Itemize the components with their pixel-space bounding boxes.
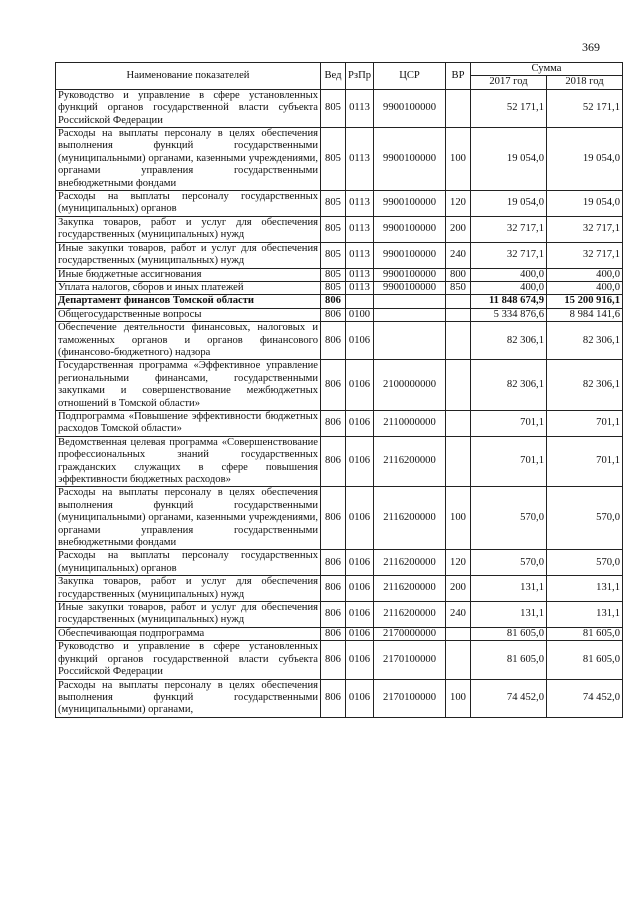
cell-sum-2017: 19 054,0 bbox=[471, 191, 547, 217]
cell-sum-2018: 32 717,1 bbox=[547, 216, 623, 242]
table-row bbox=[56, 242, 623, 268]
cell-ved: 805 bbox=[321, 216, 346, 242]
cell-sum-2018: 19 054,0 bbox=[547, 191, 623, 217]
cell-ved: 805 bbox=[321, 268, 346, 281]
cell-vr bbox=[446, 641, 471, 679]
table-row bbox=[56, 308, 623, 321]
cell-ved: 806 bbox=[321, 308, 346, 321]
cell-csr: 2100000000 bbox=[374, 360, 446, 411]
cell-rzpr: 0106 bbox=[346, 641, 374, 679]
cell-sum-2017: 701,1 bbox=[471, 410, 547, 436]
cell-sum-2017: 701,1 bbox=[471, 436, 547, 487]
cell-csr bbox=[374, 295, 446, 308]
cell-sum-2017: 570,0 bbox=[471, 487, 547, 550]
table-row bbox=[56, 410, 623, 436]
cell-rzpr: 0106 bbox=[346, 602, 374, 628]
cell-rzpr: 0106 bbox=[346, 627, 374, 640]
cell-csr: 2116200000 bbox=[374, 487, 446, 550]
cell-vr: 800 bbox=[446, 268, 471, 281]
cell-csr: 2116200000 bbox=[374, 436, 446, 487]
header-2018: 2018 год bbox=[547, 76, 623, 89]
cell-name: Подпрограмма «Повышение эффективности бюджетных расходов Томской области» bbox=[56, 410, 321, 436]
cell-vr bbox=[446, 295, 471, 308]
cell-name: Департамент финансов Томской области bbox=[56, 295, 321, 308]
cell-ved: 806 bbox=[321, 641, 346, 679]
cell-csr: 9900100000 bbox=[374, 89, 446, 127]
cell-name: Расходы на выплаты персоналу в целях обеспечения выполнения функций государственными (муниципальными) органами, казенными учреждениями, органами управления государственными внебюджетными фондами bbox=[56, 128, 321, 191]
cell-name: Общегосударственные вопросы bbox=[56, 308, 321, 321]
cell-sum-2018: 701,1 bbox=[547, 436, 623, 487]
table-row bbox=[56, 550, 623, 576]
cell-sum-2017: 81 605,0 bbox=[471, 641, 547, 679]
cell-rzpr: 0106 bbox=[346, 436, 374, 487]
budget-table bbox=[55, 62, 623, 718]
cell-csr: 2110000000 bbox=[374, 410, 446, 436]
cell-ved: 806 bbox=[321, 295, 346, 308]
table-row bbox=[56, 281, 623, 294]
cell-csr: 9900100000 bbox=[374, 242, 446, 268]
cell-csr: 9900100000 bbox=[374, 128, 446, 191]
cell-csr: 2116200000 bbox=[374, 576, 446, 602]
cell-sum-2018: 400,0 bbox=[547, 268, 623, 281]
cell-ved: 805 bbox=[321, 89, 346, 127]
cell-rzpr: 0113 bbox=[346, 216, 374, 242]
cell-rzpr: 0113 bbox=[346, 268, 374, 281]
table-row bbox=[56, 322, 623, 360]
cell-sum-2017: 5 334 876,6 bbox=[471, 308, 547, 321]
cell-csr: 2116200000 bbox=[374, 550, 446, 576]
cell-sum-2017: 11 848 674,9 bbox=[471, 295, 547, 308]
cell-sum-2018: 8 984 141,6 bbox=[547, 308, 623, 321]
table-row bbox=[56, 216, 623, 242]
cell-rzpr: 0106 bbox=[346, 410, 374, 436]
cell-rzpr: 0106 bbox=[346, 550, 374, 576]
cell-rzpr: 0106 bbox=[346, 487, 374, 550]
cell-sum-2017: 81 605,0 bbox=[471, 627, 547, 640]
cell-vr: 240 bbox=[446, 602, 471, 628]
cell-vr: 850 bbox=[446, 281, 471, 294]
cell-ved: 805 bbox=[321, 191, 346, 217]
header-vr: ВР bbox=[446, 63, 471, 90]
cell-sum-2018: 32 717,1 bbox=[547, 242, 623, 268]
cell-vr bbox=[446, 436, 471, 487]
cell-sum-2017: 131,1 bbox=[471, 602, 547, 628]
cell-sum-2017: 19 054,0 bbox=[471, 128, 547, 191]
cell-name: Обеспечение деятельности финансовых, налоговых и таможенных органов и органов финансового (финансово-бюджетного) надзора bbox=[56, 322, 321, 360]
cell-name: Расходы на выплаты персоналу государственных (муниципальных) органов bbox=[56, 550, 321, 576]
table-row bbox=[56, 602, 623, 628]
cell-vr bbox=[446, 360, 471, 411]
cell-rzpr: 0100 bbox=[346, 308, 374, 321]
cell-rzpr: 0113 bbox=[346, 89, 374, 127]
table-row bbox=[56, 641, 623, 679]
cell-vr: 120 bbox=[446, 191, 471, 217]
table-row bbox=[56, 268, 623, 281]
cell-rzpr: 0113 bbox=[346, 191, 374, 217]
cell-vr bbox=[446, 308, 471, 321]
cell-sum-2018: 81 605,0 bbox=[547, 627, 623, 640]
cell-rzpr: 0113 bbox=[346, 128, 374, 191]
cell-csr: 9900100000 bbox=[374, 268, 446, 281]
cell-sum-2017: 74 452,0 bbox=[471, 679, 547, 717]
table-row bbox=[56, 128, 623, 191]
cell-sum-2017: 570,0 bbox=[471, 550, 547, 576]
page-number: 369 bbox=[582, 40, 600, 54]
cell-csr: 2170000000 bbox=[374, 627, 446, 640]
cell-rzpr bbox=[346, 295, 374, 308]
table-body bbox=[56, 89, 623, 717]
cell-vr: 200 bbox=[446, 576, 471, 602]
cell-vr: 100 bbox=[446, 128, 471, 191]
cell-vr bbox=[446, 89, 471, 127]
cell-vr: 200 bbox=[446, 216, 471, 242]
cell-vr bbox=[446, 410, 471, 436]
cell-sum-2017: 32 717,1 bbox=[471, 216, 547, 242]
cell-name: Расходы на выплаты персоналу в целях обеспечения выполнения функций государственными (муниципальными) органами, bbox=[56, 679, 321, 717]
table-row bbox=[56, 436, 623, 487]
cell-rzpr: 0106 bbox=[346, 360, 374, 411]
cell-ved: 806 bbox=[321, 602, 346, 628]
cell-sum-2018: 82 306,1 bbox=[547, 360, 623, 411]
cell-csr: 2116200000 bbox=[374, 602, 446, 628]
cell-csr: 2170100000 bbox=[374, 679, 446, 717]
cell-ved: 805 bbox=[321, 281, 346, 294]
cell-sum-2018: 52 171,1 bbox=[547, 89, 623, 127]
cell-csr bbox=[374, 308, 446, 321]
cell-csr: 2170100000 bbox=[374, 641, 446, 679]
cell-ved: 805 bbox=[321, 128, 346, 191]
cell-vr bbox=[446, 627, 471, 640]
cell-ved: 806 bbox=[321, 627, 346, 640]
cell-csr: 9900100000 bbox=[374, 281, 446, 294]
cell-name: Расходы на выплаты персоналу в целях обеспечения выполнения функций государственными (муниципальными) органами, казенными учреждениями, органами управления государственными внебюджетными фондами bbox=[56, 487, 321, 550]
cell-sum-2018: 15 200 916,1 bbox=[547, 295, 623, 308]
cell-csr: 9900100000 bbox=[374, 216, 446, 242]
cell-name: Иные закупки товаров, работ и услуг для обеспечения государственных (муниципальных) нужд bbox=[56, 242, 321, 268]
cell-csr: 9900100000 bbox=[374, 191, 446, 217]
cell-name: Иные бюджетные ассигнования bbox=[56, 268, 321, 281]
cell-vr: 120 bbox=[446, 550, 471, 576]
cell-sum-2017: 82 306,1 bbox=[471, 360, 547, 411]
cell-rzpr: 0106 bbox=[346, 322, 374, 360]
cell-rzpr: 0113 bbox=[346, 281, 374, 294]
cell-sum-2017: 52 171,1 bbox=[471, 89, 547, 127]
cell-name: Обеспечивающая подпрограмма bbox=[56, 627, 321, 640]
cell-name: Закупка товаров, работ и услуг для обеспечения государственных (муниципальных) нужд bbox=[56, 576, 321, 602]
table-header-row bbox=[56, 63, 623, 76]
cell-sum-2018: 131,1 bbox=[547, 576, 623, 602]
cell-rzpr: 0106 bbox=[346, 679, 374, 717]
header-2017: 2017 год bbox=[471, 76, 547, 89]
header-csr: ЦСР bbox=[374, 63, 446, 90]
table-row bbox=[56, 295, 623, 308]
cell-sum-2017: 131,1 bbox=[471, 576, 547, 602]
cell-sum-2018: 131,1 bbox=[547, 602, 623, 628]
cell-sum-2018: 74 452,0 bbox=[547, 679, 623, 717]
table-row bbox=[56, 89, 623, 127]
table-row bbox=[56, 360, 623, 411]
cell-rzpr: 0113 bbox=[346, 242, 374, 268]
cell-name: Ведомственная целевая программа «Совершенствование профессиональных знаний государственных гражданских служащих в сфере повышения эффективности бюджетных расходов» bbox=[56, 436, 321, 487]
header-ved: Вед bbox=[321, 63, 346, 90]
cell-name: Уплата налогов, сборов и иных платежей bbox=[56, 281, 321, 294]
cell-csr bbox=[374, 322, 446, 360]
cell-ved: 806 bbox=[321, 679, 346, 717]
cell-vr: 100 bbox=[446, 679, 471, 717]
cell-sum-2018: 400,0 bbox=[547, 281, 623, 294]
header-sum: Сумма bbox=[471, 63, 623, 76]
cell-sum-2017: 82 306,1 bbox=[471, 322, 547, 360]
table-row bbox=[56, 487, 623, 550]
cell-name: Закупка товаров, работ и услуг для обеспечения государственных (муниципальных) нужд bbox=[56, 216, 321, 242]
cell-sum-2018: 701,1 bbox=[547, 410, 623, 436]
cell-ved: 806 bbox=[321, 576, 346, 602]
cell-name: Руководство и управление в сфере установленных функций органов государственной власти субъекта Российской Федерации bbox=[56, 641, 321, 679]
cell-sum-2018: 570,0 bbox=[547, 487, 623, 550]
cell-sum-2018: 19 054,0 bbox=[547, 128, 623, 191]
cell-name: Руководство и управление в сфере установленных функций органов государственной власти субъекта Российской Федерации bbox=[56, 89, 321, 127]
header-name: Наименование показателей bbox=[56, 63, 321, 90]
table-row bbox=[56, 627, 623, 640]
cell-name: Государственная программа «Эффективное управление региональными финансами, государственными закупками и совершенствование межбюджетных отношений в Томской области» bbox=[56, 360, 321, 411]
cell-vr: 100 bbox=[446, 487, 471, 550]
cell-ved: 806 bbox=[321, 360, 346, 411]
cell-name: Иные закупки товаров, работ и услуг для обеспечения государственных (муниципальных) нужд bbox=[56, 602, 321, 628]
header-rzpr: РзПр bbox=[346, 63, 374, 90]
cell-ved: 806 bbox=[321, 487, 346, 550]
table-row bbox=[56, 679, 623, 717]
cell-vr bbox=[446, 322, 471, 360]
cell-ved: 805 bbox=[321, 242, 346, 268]
cell-name: Расходы на выплаты персоналу государственных (муниципальных) органов bbox=[56, 191, 321, 217]
cell-vr: 240 bbox=[446, 242, 471, 268]
cell-sum-2017: 400,0 bbox=[471, 281, 547, 294]
cell-sum-2018: 81 605,0 bbox=[547, 641, 623, 679]
cell-sum-2017: 400,0 bbox=[471, 268, 547, 281]
cell-rzpr: 0106 bbox=[346, 576, 374, 602]
table-row bbox=[56, 576, 623, 602]
cell-ved: 806 bbox=[321, 322, 346, 360]
cell-sum-2018: 570,0 bbox=[547, 550, 623, 576]
cell-sum-2017: 32 717,1 bbox=[471, 242, 547, 268]
cell-ved: 806 bbox=[321, 436, 346, 487]
cell-ved: 806 bbox=[321, 410, 346, 436]
cell-ved: 806 bbox=[321, 550, 346, 576]
cell-sum-2018: 82 306,1 bbox=[547, 322, 623, 360]
table-row bbox=[56, 191, 623, 217]
